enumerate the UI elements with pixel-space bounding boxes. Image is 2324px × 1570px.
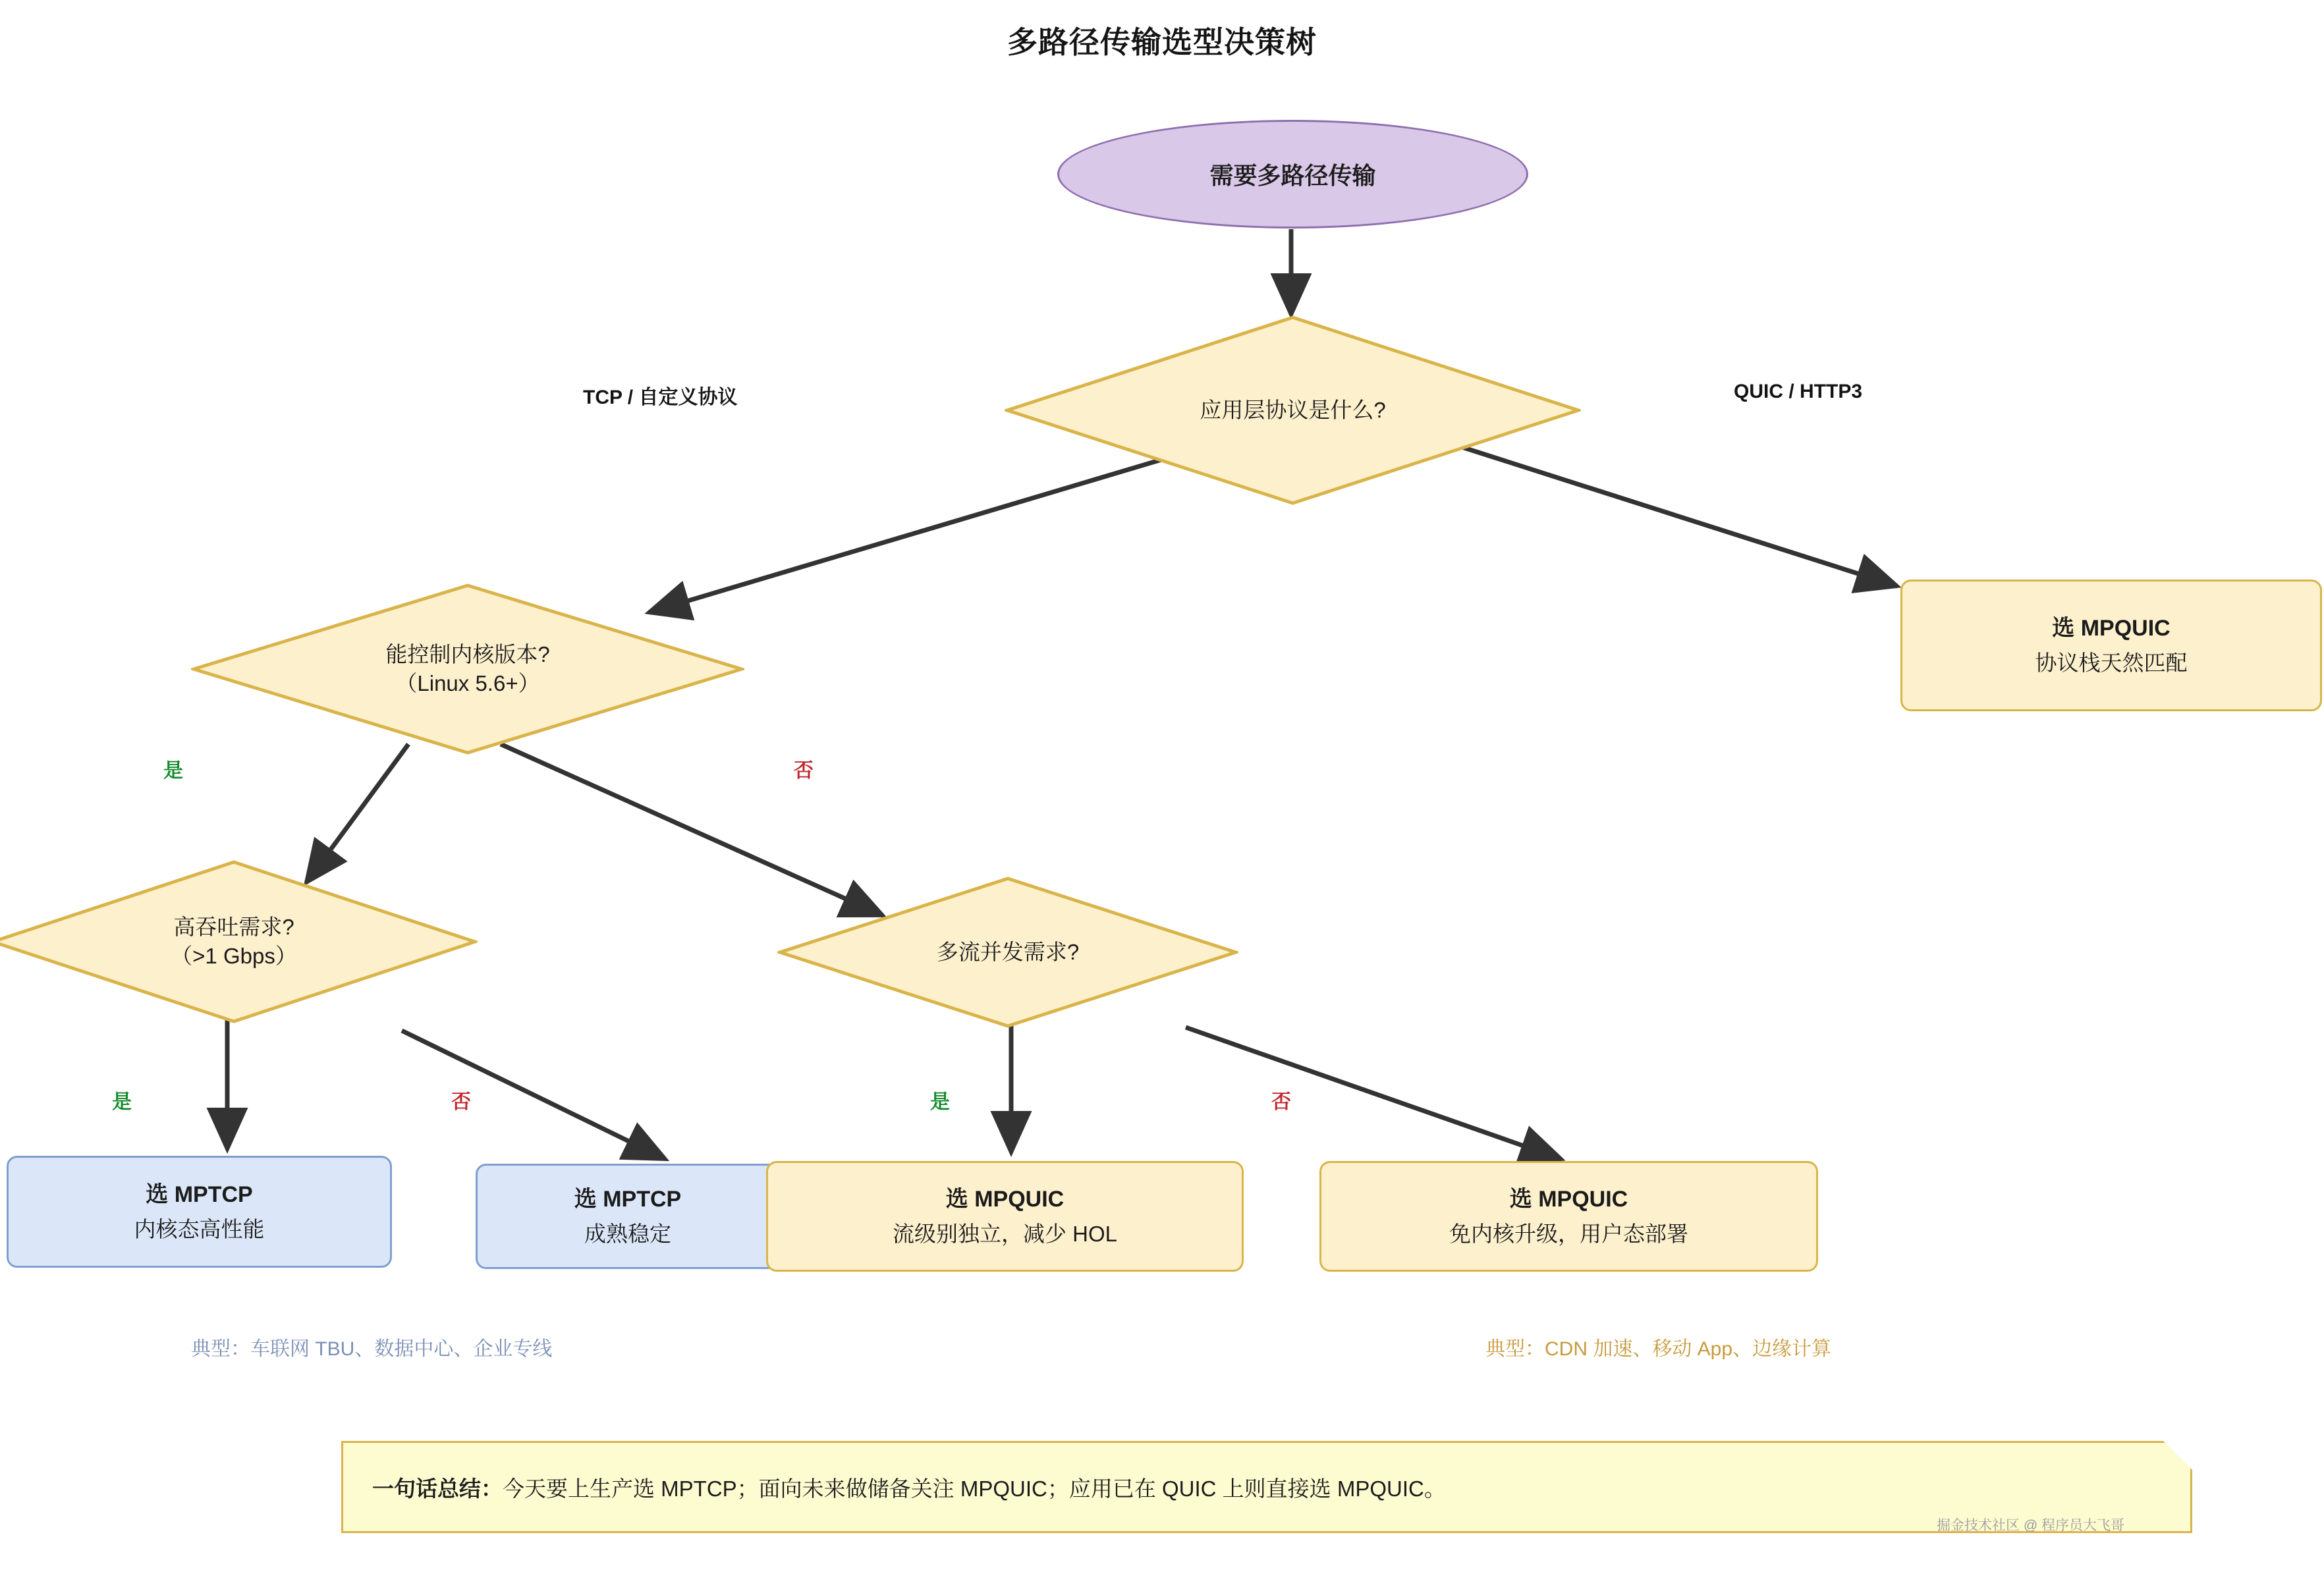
edge-label-kernel-no: 否 xyxy=(794,760,814,782)
summary-note-body: 今天要上生产选 MPTCP；面向未来做储备关注 MPQUIC；应用已在 QUIC 上则直接选 MPQUIC。 xyxy=(503,1476,1446,1501)
node-result-mpquic-hol-title: 选 MPQUIC xyxy=(945,1186,1065,1212)
node-question-multistream-text: 多流并发需求? xyxy=(936,940,1080,965)
node-question-throughput-label xyxy=(0,859,478,1024)
node-result-mptcp-stable-title: 选 MPTCP xyxy=(574,1186,682,1212)
node-question-throughput-line1: 高吞吐需求? xyxy=(173,915,294,940)
node-result-mptcp-kernel[interactable] xyxy=(7,1156,392,1268)
node-result-mpquic-userspace-title: 选 MPQUIC xyxy=(1509,1186,1628,1212)
watermark: 掘金技术社区 @ 程序员大飞哥 xyxy=(1937,1518,2124,1533)
node-start-label: 需要多路径传输 xyxy=(1209,162,1376,189)
edge-label-kernel-yes: 是 xyxy=(163,760,183,782)
node-start[interactable] xyxy=(1057,120,1528,229)
node-question-multistream-label xyxy=(777,876,1238,1029)
node-result-mpquic-stack-title: 选 MPQUIC xyxy=(2052,615,2171,641)
node-question-multistream[interactable] xyxy=(777,876,1238,1029)
node-question-kernel-line1: 能控制内核版本? xyxy=(385,642,550,667)
edge-label-multistream-no: 否 xyxy=(1271,1091,1291,1113)
edge-label-throughput-no: 否 xyxy=(451,1091,471,1113)
summary-note-text xyxy=(372,1472,1446,1503)
node-result-mptcp-kernel-title: 选 MPTCP xyxy=(146,1181,253,1207)
node-result-mpquic-userspace[interactable] xyxy=(1319,1161,1818,1272)
node-question-kernel[interactable] xyxy=(191,583,744,755)
node-question-protocol-label xyxy=(1005,315,1581,506)
node-question-protocol-text: 应用层协议是什么? xyxy=(1200,398,1386,423)
node-question-kernel-line2: （Linux 5.6+） xyxy=(395,671,540,695)
node-result-mpquic-userspace-desc: 免内核升级，用户态部署 xyxy=(1449,1221,1688,1246)
page-title: 多路径传输选型决策树 xyxy=(1007,25,1317,59)
edge-label-quic-http3: QUIC / HTTP3 xyxy=(1734,381,1863,402)
summary-note-prefix: 一句话总结： xyxy=(372,1476,503,1501)
edge-label-throughput-yes: 是 xyxy=(112,1091,132,1113)
node-question-throughput-line2: （>1 Gbps） xyxy=(171,944,297,968)
note-fold-corner xyxy=(2163,1441,2192,1470)
node-result-mptcp-stable-desc: 成熟稳定 xyxy=(584,1221,671,1246)
caption-right: 典型：CDN 加速、移动 App、边缘计算 xyxy=(1485,1338,1832,1360)
node-result-mptcp-stable[interactable] xyxy=(476,1164,780,1269)
caption-left: 典型：车联网 TBU、数据中心、企业专线 xyxy=(191,1338,553,1360)
node-question-kernel-label xyxy=(191,583,744,755)
node-question-protocol[interactable] xyxy=(1005,315,1581,506)
node-result-mpquic-stack-desc: 协议栈天然匹配 xyxy=(2035,650,2188,675)
node-result-mpquic-hol[interactable] xyxy=(766,1161,1244,1272)
node-result-mpquic-hol-desc: 流级别独立，减少 HOL xyxy=(892,1221,1118,1246)
node-question-throughput[interactable] xyxy=(0,859,478,1024)
node-result-mptcp-kernel-desc: 内核态高性能 xyxy=(134,1216,265,1241)
edge-label-multistream-yes: 是 xyxy=(930,1091,950,1113)
edge-label-tcp-custom: TCP / 自定义协议 xyxy=(583,387,738,408)
node-result-mpquic-stack[interactable] xyxy=(1900,580,2322,711)
summary-note xyxy=(341,1441,2192,1533)
